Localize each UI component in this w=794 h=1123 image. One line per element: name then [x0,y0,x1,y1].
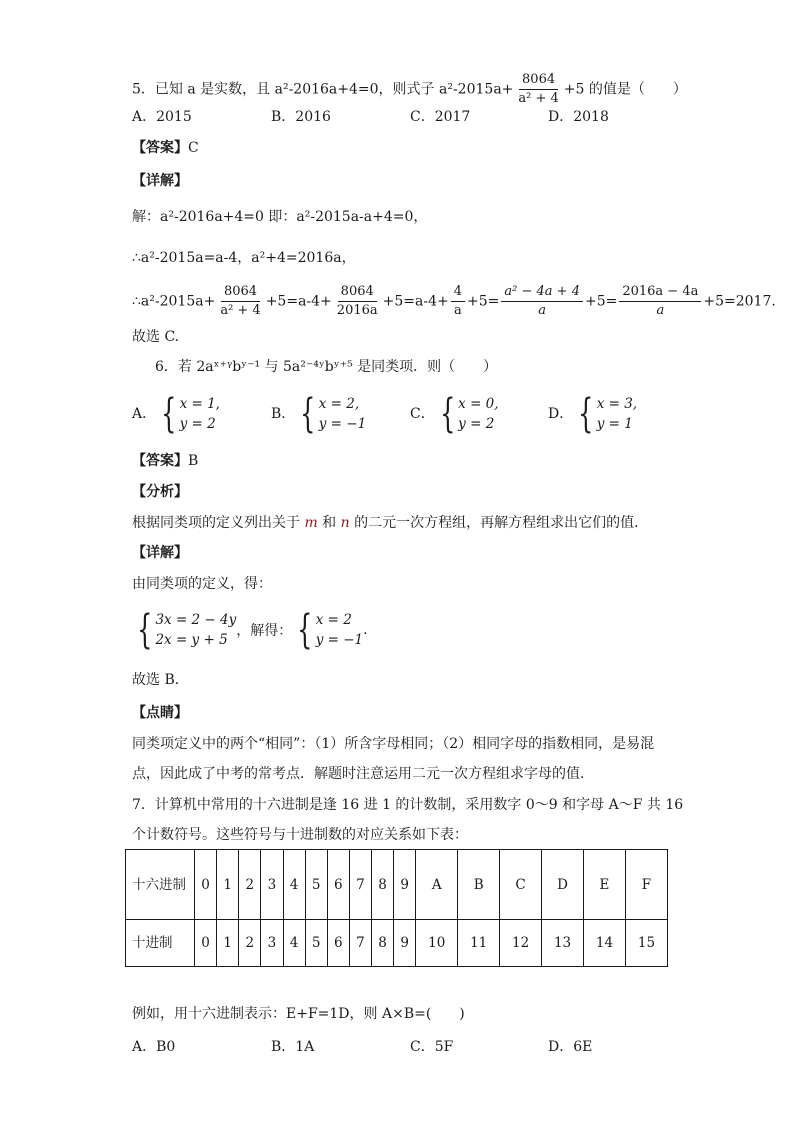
q5-conclusion: 故选 C. [132,329,180,345]
q5-solution-line1: 解：a²-2016a+4=0 即：a²-2015a-a+4=0， [132,209,428,225]
table-cell: A [416,850,458,920]
q5-option-d: D．2018 [548,109,609,125]
q6-detail-intro: 由同类项的定义，得： [132,576,272,592]
table-cell: 1 [217,850,239,920]
table-row [126,850,668,920]
q6-equation-system: { 3x = 2 − 4y 2x = y + 5 ，解得： { x = 2 y = −1 . [137,607,368,653]
table-cell: 9 [394,920,416,967]
table-cell: 4 [283,920,305,967]
table-cell: 10 [416,920,458,967]
table-cell: 12 [500,920,542,967]
q6-comment-line2: 点，因此成了中考的常考点．解题时注意运用二元一次方程组求字母的值． [132,766,594,782]
table-row [126,920,668,967]
q6-comment-line1: 同类项定义中的两个“相同”：（1）所含字母相同；（2）相同字母的指数相同，是易混 [132,736,655,752]
q7-example: 例如，用十六进制表示：E+F=1D，则 A×B=( ) [132,1006,465,1022]
q6-detail-label: 【详解】 [132,545,188,561]
table-head-decimal: 十进制 [126,920,195,967]
table-cell: 7 [349,850,371,920]
table-cell: 6 [327,920,349,967]
table-cell: 15 [625,920,667,967]
q6-stem: 6．若 2aˣ⁺ᵞbʸ⁻¹ 与 5a²⁻⁴ʸbʸ⁺⁵ 是同类项．则（ ） [155,359,498,375]
q7-stem-line1: 7．计算机中常用的十六进制是逢 16 进 1 的计数制，采用数字 0～9 和字母 A～F 共 16 [132,797,684,813]
table-cell: E [584,850,626,920]
q6-answer: 【答案】B [132,453,199,469]
table-cell: 2 [239,920,261,967]
table-cell: 13 [542,920,584,967]
q7-option-d: D．6E [548,1039,593,1055]
q7-option-c: C．5F [410,1039,454,1055]
q5-answer: 【答案】C [132,140,199,156]
q6-analysis-label: 【分析】 [132,484,188,500]
table-cell: 9 [394,850,416,920]
table-cell: F [625,850,667,920]
table-cell: 6 [327,850,349,920]
table-cell: 5 [305,920,327,967]
table-cell: D [542,850,584,920]
q5-option-b: B．2016 [271,109,331,125]
table-cell: 7 [349,920,371,967]
q7-option-b: B．1A [271,1039,315,1055]
q6-option-a: A． { x = 1, y = 2 [132,391,220,437]
table-cell: 0 [195,850,217,920]
q5-solution-line2: ∴a²-2015a=a-4，a²+4=2016a， [132,250,356,266]
table-cell: 3 [261,920,283,967]
table-cell: 8 [372,850,394,920]
q6-analysis-text: 根据同类项的定义列出关于 m 和 n 的二元一次方程组，再解方程组求出它们的值． [132,515,649,531]
table-cell: 1 [217,920,239,967]
q6-comment-label: 【点睛】 [132,705,188,721]
hex-decimal-table [125,849,668,967]
q6-option-d: D． { x = 3, y = 1 [548,391,638,437]
q5-option-c: C．2017 [410,109,471,125]
table-cell: 4 [283,850,305,920]
table-cell: 2 [239,850,261,920]
table-cell: 8 [372,920,394,967]
q6-option-c: C． { x = 0, y = 2 [410,391,499,437]
q5-option-a: A．2015 [132,109,192,125]
table-head-hex: 十六进制 [126,850,195,920]
q6-conclusion: 故选 B． [132,672,189,688]
table-cell: C [500,850,542,920]
table-cell: 5 [305,850,327,920]
q5-detail-label: 【详解】 [132,173,188,189]
q5-solution-line3: ∴a²-2015a+ $\frac{8064}{\text{a² + 4}}$ +5=a-4+ $\frac{8064}{2016a}$ +5=a-4+ $\frac{4}{a}$ +5= $\frac{\text{a² − 4a + 4}}{a}$ +5= $\frac{2016a - 4a}{a}$ +5=2017. [132,284,776,318]
q7-option-a: A．B0 [132,1039,176,1055]
table-cell: 14 [584,920,626,967]
table-cell: 0 [195,920,217,967]
q6-option-b: B． { x = 2, y = −1 [271,391,367,437]
table-cell: B [458,850,500,920]
table-cell: 11 [458,920,500,967]
q5-stem: 5．已知 a 是实数，且 a²-2016a+4=0，则式子 a²-2015a+ $\frac{8064}{\text{a² + 4}}$ +5 的值是（ ） [132,72,687,106]
q7-stem-line2: 个计数符号。这些符号与十进制数的对应关系如下表： [132,827,468,843]
table-cell: 3 [261,850,283,920]
